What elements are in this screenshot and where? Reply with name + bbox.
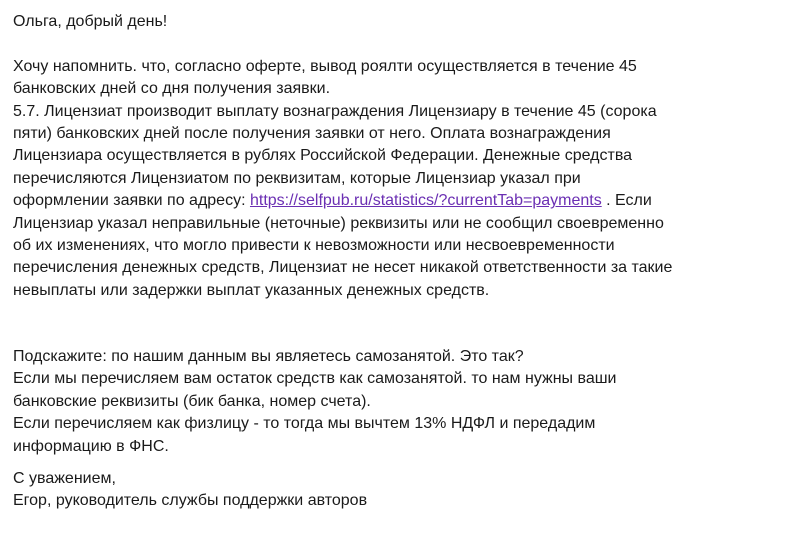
clause-line: пяти) банковских дней после получения заявки от него. Оплата вознаграждения [13, 124, 611, 142]
question-line: Если перечисляем как физлицу - то тогда мы вычтем 13% НДФЛ и передадим [13, 415, 596, 433]
question-line: информацию в ФНС. [13, 437, 169, 455]
clause-line-with-link [13, 190, 798, 212]
clause-line: 5.7. Лицензиат производит выплату вознаграждения Лицензиару в течение 45 (сорока [13, 102, 657, 120]
clause-link-suffix: . Если [601, 192, 652, 210]
blank-line [13, 458, 798, 468]
payments-link[interactable]: https://selfpub.ru/statistics/?currentTab=payments [249, 192, 602, 210]
clause-line: невыплаты или задержки выплат указанных денежных средств. [13, 281, 490, 299]
question-line: банковские реквизиты (бик банка, номер счета). [13, 392, 371, 410]
reminder-line: Хочу напомнить. что, согласно оферте, вывод роялти осуществляется в течение 45 [13, 57, 637, 75]
clause-line: Лицензиара осуществляется в рублях Российской Федерации. Денежные средства [13, 147, 633, 165]
email-body [13, 11, 798, 513]
signature-author: Егор, руководитель службы поддержки авторов [13, 492, 368, 510]
reminder-paragraph [13, 56, 798, 101]
reminder-line: банковских дней со дня получения заявки. [13, 80, 331, 98]
question-line: Подскажите: по нашим данным вы являетесь самозанятой. Это так? [13, 348, 524, 366]
greeting: Ольга, добрый день! [13, 13, 168, 30]
clause-line: об их изменениях, что могло привести к невозможности или несвоевременности [13, 236, 615, 254]
blank-line [13, 33, 798, 55]
clause-line: Лицензиар указал неправильные (неточные) реквизиты или не сообщил своевременно [13, 214, 664, 232]
signature [13, 468, 798, 513]
clause-link-prefix: оформлении заявки по адресу: [13, 192, 250, 210]
question-line: Если мы перечисляем вам остаток средств как самозанятой. то нам нужны ваши [13, 370, 617, 388]
clause-line: перечисляются Лицензиатом по реквизитам, которые Лицензиар указал при [13, 169, 581, 187]
offer-clause-quote [13, 101, 798, 303]
signature-closing: С уважением, [13, 470, 116, 488]
question-paragraph [13, 346, 798, 458]
clause-line: перечисления денежных средств, Лицензиат не несет никакой ответственности за такие [13, 259, 673, 277]
blank-lines [13, 302, 798, 346]
